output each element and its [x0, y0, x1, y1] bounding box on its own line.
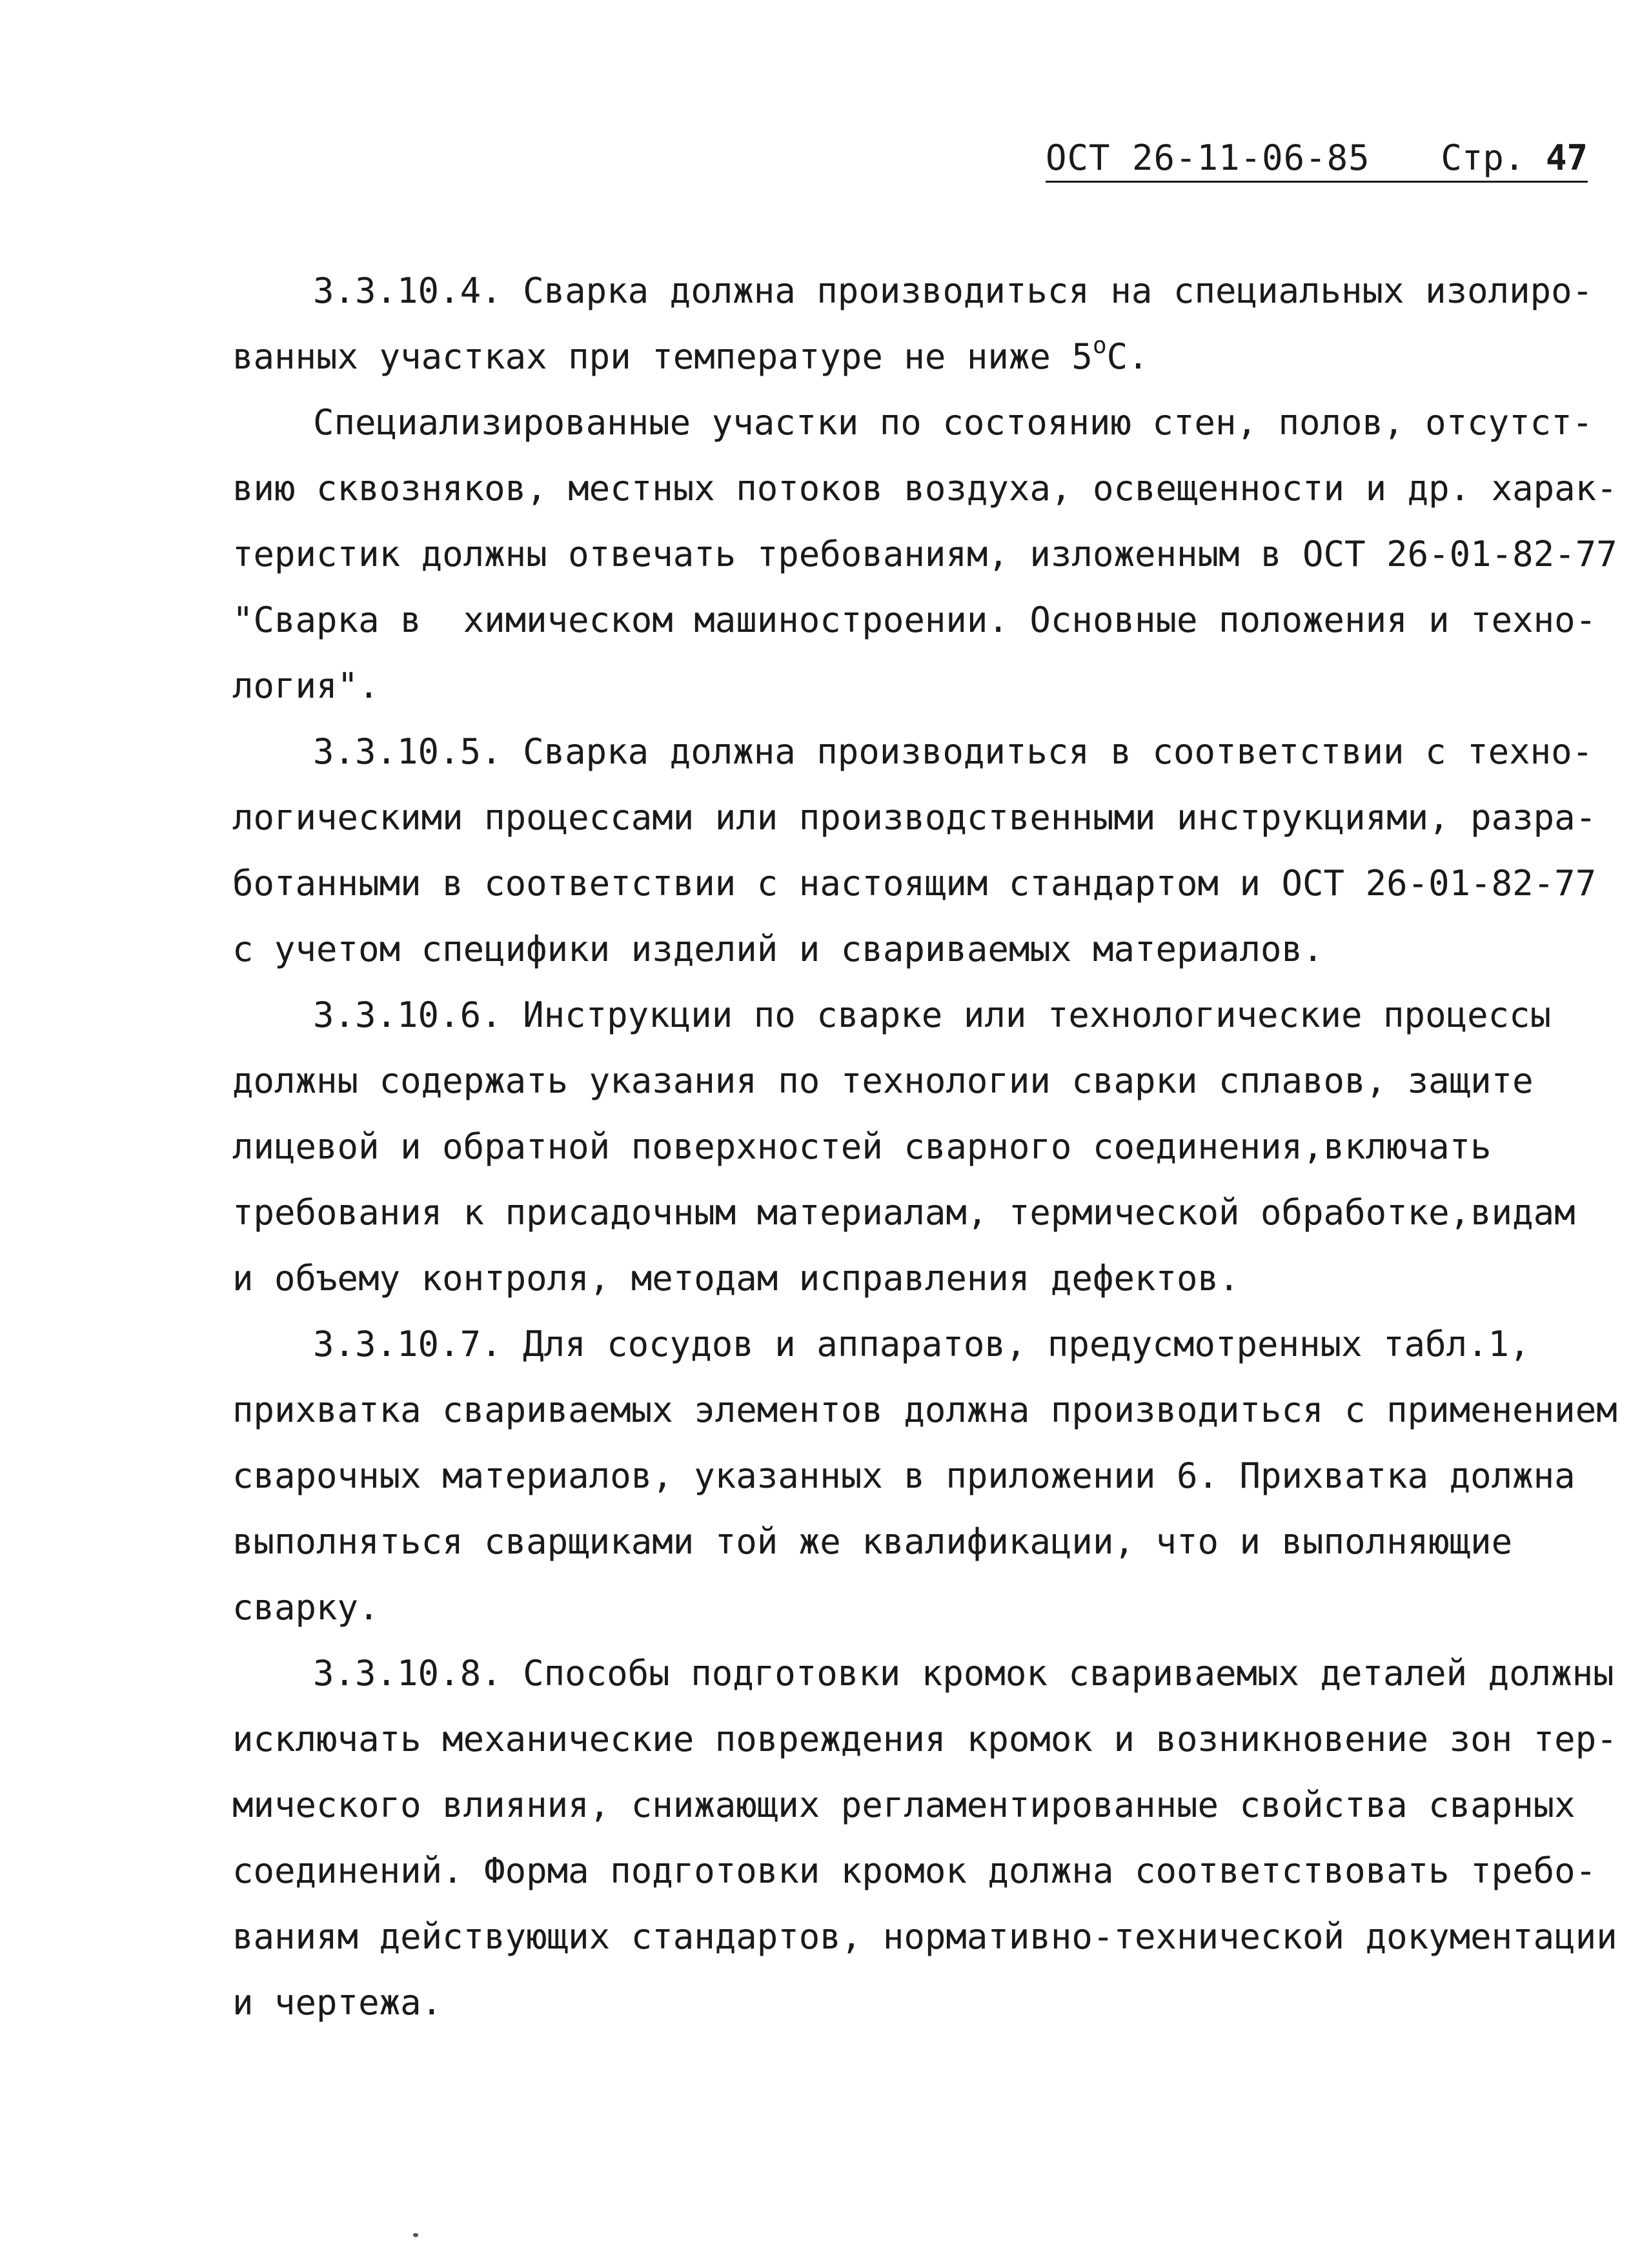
paragraph-3-3-10-8 [232, 1641, 1617, 2036]
page-label: Стр. [1441, 137, 1525, 178]
text-line: вию сквозняков, местных потоков воздуха, освещенности и др. харак- [232, 468, 1617, 509]
paragraph-3-3-10-5 [232, 719, 1597, 982]
document-body [232, 258, 1617, 2036]
text-line: лицевой и обратной поверхностей сварного соединения,включать [232, 1126, 1492, 1167]
text-line: исключать механические повреждения кромок и возникновение зон тер- [232, 1719, 1617, 1759]
text-fragment: С. [1106, 336, 1149, 377]
text-line: сварку. [232, 1587, 380, 1628]
text-line: выполняться сварщиками той же квалификации, что и выполняющие [232, 1521, 1513, 1562]
text-line: 3.3.10.5. Сварка должна производиться в соответствии с техно- [313, 731, 1594, 772]
scan-speck [413, 2233, 418, 2237]
text-line: логическими процессами или производственными инструкциями, разра- [232, 797, 1597, 838]
text-line: с учетом специфики изделий и свариваемых материалов. [232, 929, 1324, 969]
paragraph-specialized-areas [232, 390, 1617, 719]
paragraph-3-3-10-4 [232, 258, 1594, 390]
document-code: ОСТ 26-11-06-85 [1046, 137, 1370, 178]
paragraph-3-3-10-6 [232, 982, 1588, 1311]
page-indicator [1441, 136, 1588, 181]
text-line: ваниям действующих стандартов, нормативно-технической документации [232, 1916, 1617, 1957]
text-line: 3.3.10.6. Инструкции по сварке или технологические процессы [313, 995, 1552, 1035]
text-line: мического влияния, снижающих регламентированные свойства сварных [232, 1785, 1575, 1825]
text-line: соединений. Форма подготовки кромок должна соответствовать требо- [232, 1850, 1597, 1891]
text-line: теристик должны отвечать требованиям, изложенным в ОСТ 26-01-82-77 [232, 534, 1617, 574]
text-line: и чертежа. [232, 1982, 443, 2023]
text-line: Специализированные участки по состоянию стен, полов, отсутст- [313, 402, 1594, 443]
text-line: ботанными в соответствии с настоящим стандартом и ОСТ 26-01-82-77 [232, 863, 1597, 904]
text-line: должны содержать указания по технологии сварки сплавов, защите [232, 1060, 1534, 1101]
text-line: 3.3.10.7. Для сосудов и аппаратов, предусмотренных табл.1, [313, 1324, 1530, 1364]
text-line: 3.3.10.4. Сварка должна производиться на специальных изолиро- [313, 270, 1594, 311]
text-line [232, 324, 1588, 390]
paragraph-3-3-10-7 [232, 1311, 1617, 1641]
text-line: 3.3.10.8. Способы подготовки кромок свариваемых деталей должны [313, 1653, 1614, 1694]
degree-superscript: о [1092, 332, 1107, 359]
text-line: прихватка свариваемых элементов должна производиться с применением [232, 1390, 1617, 1430]
page-header [1046, 136, 1588, 183]
page-number: 47 [1545, 137, 1588, 178]
text-fragment: ванных участках при температуре не ниже 5 [232, 336, 1093, 377]
text-line: "Сварка в химическом машиностроении. Основные положения и техно- [232, 600, 1597, 640]
text-line: логия". [232, 665, 380, 706]
text-line: и объему контроля, методам исправления дефектов. [232, 1258, 1240, 1299]
text-line: требования к присадочным материалам, термической обработке,видам [232, 1192, 1575, 1233]
text-line: сварочных материалов, указанных в приложении 6. Прихватка должна [232, 1455, 1575, 1496]
